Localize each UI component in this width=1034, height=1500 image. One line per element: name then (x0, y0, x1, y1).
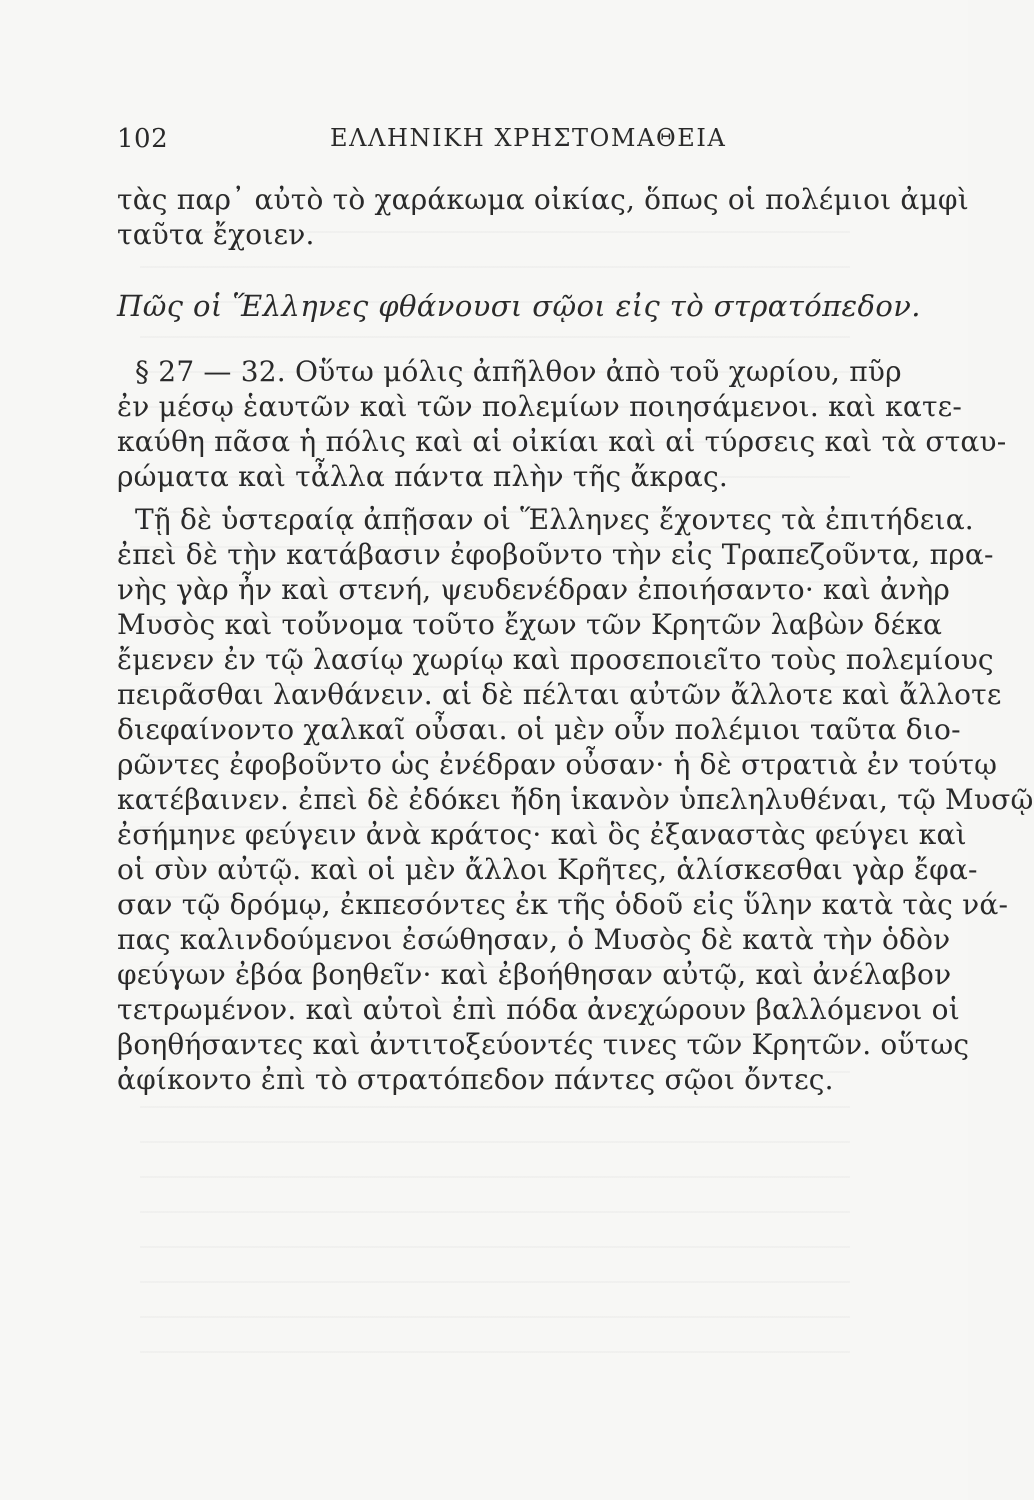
text-line: βοηθήσαντες καὶ ἀντιτοξεύοντές τινες τῶν Κρητῶν. οὕτως (117, 1028, 970, 1061)
section-heading: Πῶς οἱ Ἕλληνες φθάνουσι σῷοι εἰς τὸ στρατόπεδον. (117, 289, 921, 323)
text-line: φεύγων ἐβόα βοηθεῖν· καὶ ἐβοήθησαν αὐτῷ, καὶ ἀνέλαβον (117, 958, 952, 991)
paragraph-1 (117, 182, 969, 252)
text-line: ταῦτα ἔχοιεν. (117, 218, 315, 251)
text-line: Μυσὸς καὶ τοὔνομα τοῦτο ἔχων τῶν Κρητῶν λαβὼν δέκα (117, 608, 943, 641)
text-line: Τῇ δὲ ὑστεραίᾳ ἀπῇσαν οἱ Ἕλληνες ἔχοντες τὰ ἐπιτήδεια. (135, 503, 974, 536)
text-line: ἐσήμηνε φεύγειν ἀνὰ κράτος· καὶ ὃς ἐξαναστὰς φεύγει καὶ (117, 818, 967, 851)
page-number: 102 (117, 124, 169, 154)
text-line: ἐπεὶ δὲ τὴν κατάβασιν ἐφοβοῦντο τὴν εἰς Τραπεζοῦντα, πρα- (117, 538, 994, 571)
text-line: § 27 — 32. Οὕτω μόλις ἀπῆλθον ἀπὸ τοῦ χωρίου, πῦρ (135, 355, 902, 388)
text-line: καύθη πᾶσα ἡ πόλις καὶ αἱ οἰκίαι καὶ αἱ τύρσεις καὶ τὰ σταυ- (117, 425, 1007, 458)
text-line: ρώματα καὶ τἆλλα πάντα πλὴν τῆς ἄκρας. (117, 460, 728, 493)
running-title: ΕΛΛΗΝΙΚΗ ΧΡΗΣΤΟΜΑΘΕΙΑ (330, 124, 727, 152)
running-head (117, 124, 877, 164)
text-line: οἱ σὺν αὐτῷ. καὶ οἱ μὲν ἄλλοι Κρῆτες, ἁλίσκεσθαι γὰρ ἔφα- (117, 853, 978, 886)
text-line: ἔμενεν ἐν τῷ λασίῳ χωρίῳ καὶ προσεποιεῖτο τοὺς πολεμίους (117, 643, 994, 676)
text-line: κατέβαινεν. ἐπεὶ δὲ ἐδόκει ἤδη ἱκανὸν ὑπεληλυθέναι, τῷ Μυσῷ (117, 783, 1034, 816)
text-line: ἀφίκοντο ἐπὶ τὸ στρατόπεδον πάντες σῷοι ὄντες. (117, 1063, 834, 1096)
text-line: διεφαίνοντο χαλκαῖ οὖσαι. οἱ μὲν οὖν πολέμιοι ταῦτα διο- (117, 713, 961, 746)
text-line: ἐν μέσῳ ἑαυτῶν καὶ τῶν πολεμίων ποιησάμενοι. καὶ κατε- (117, 390, 963, 423)
paragraph-3 (117, 502, 1034, 1097)
text-line: πας καλινδούμενοι ἐσώθησαν, ὁ Μυσὸς δὲ κατὰ τὴν ὁδὸν (117, 923, 951, 956)
text-line: νὴς γὰρ ἦν καὶ στενή, ψευδενέδραν ἐποιήσαντο· καὶ ἀνὴρ (117, 573, 951, 606)
page-body (117, 182, 1034, 1105)
paragraph-2 (117, 354, 1007, 494)
text-line: τὰς παρ᾽ αὐτὸ τὸ χαράκωμα οἰκίας, ὅπως οἱ πολέμιοι ἀμφὶ (117, 183, 969, 216)
text-line: σαν τῷ δρόμῳ, ἐκπεσόντες ἐκ τῆς ὁδοῦ εἰς ὕλην κατὰ τὰς νά- (117, 888, 1009, 921)
text-line: ρῶντες ἐφοβοῦντο ὡς ἐνέδραν οὖσαν· ἡ δὲ στρατιὰ ἐν τούτῳ (117, 748, 998, 781)
text-line: τετρωμένον. καὶ αὐτοὶ ἐπὶ πόδα ἀνεχώρουν βαλλόμενοι οἱ (117, 993, 960, 1026)
text-line: πειρᾶσθαι λανθάνειν. αἱ δὲ πέλται αὐτῶν ἄλλοτε καὶ ἄλλοτε (117, 678, 1002, 711)
